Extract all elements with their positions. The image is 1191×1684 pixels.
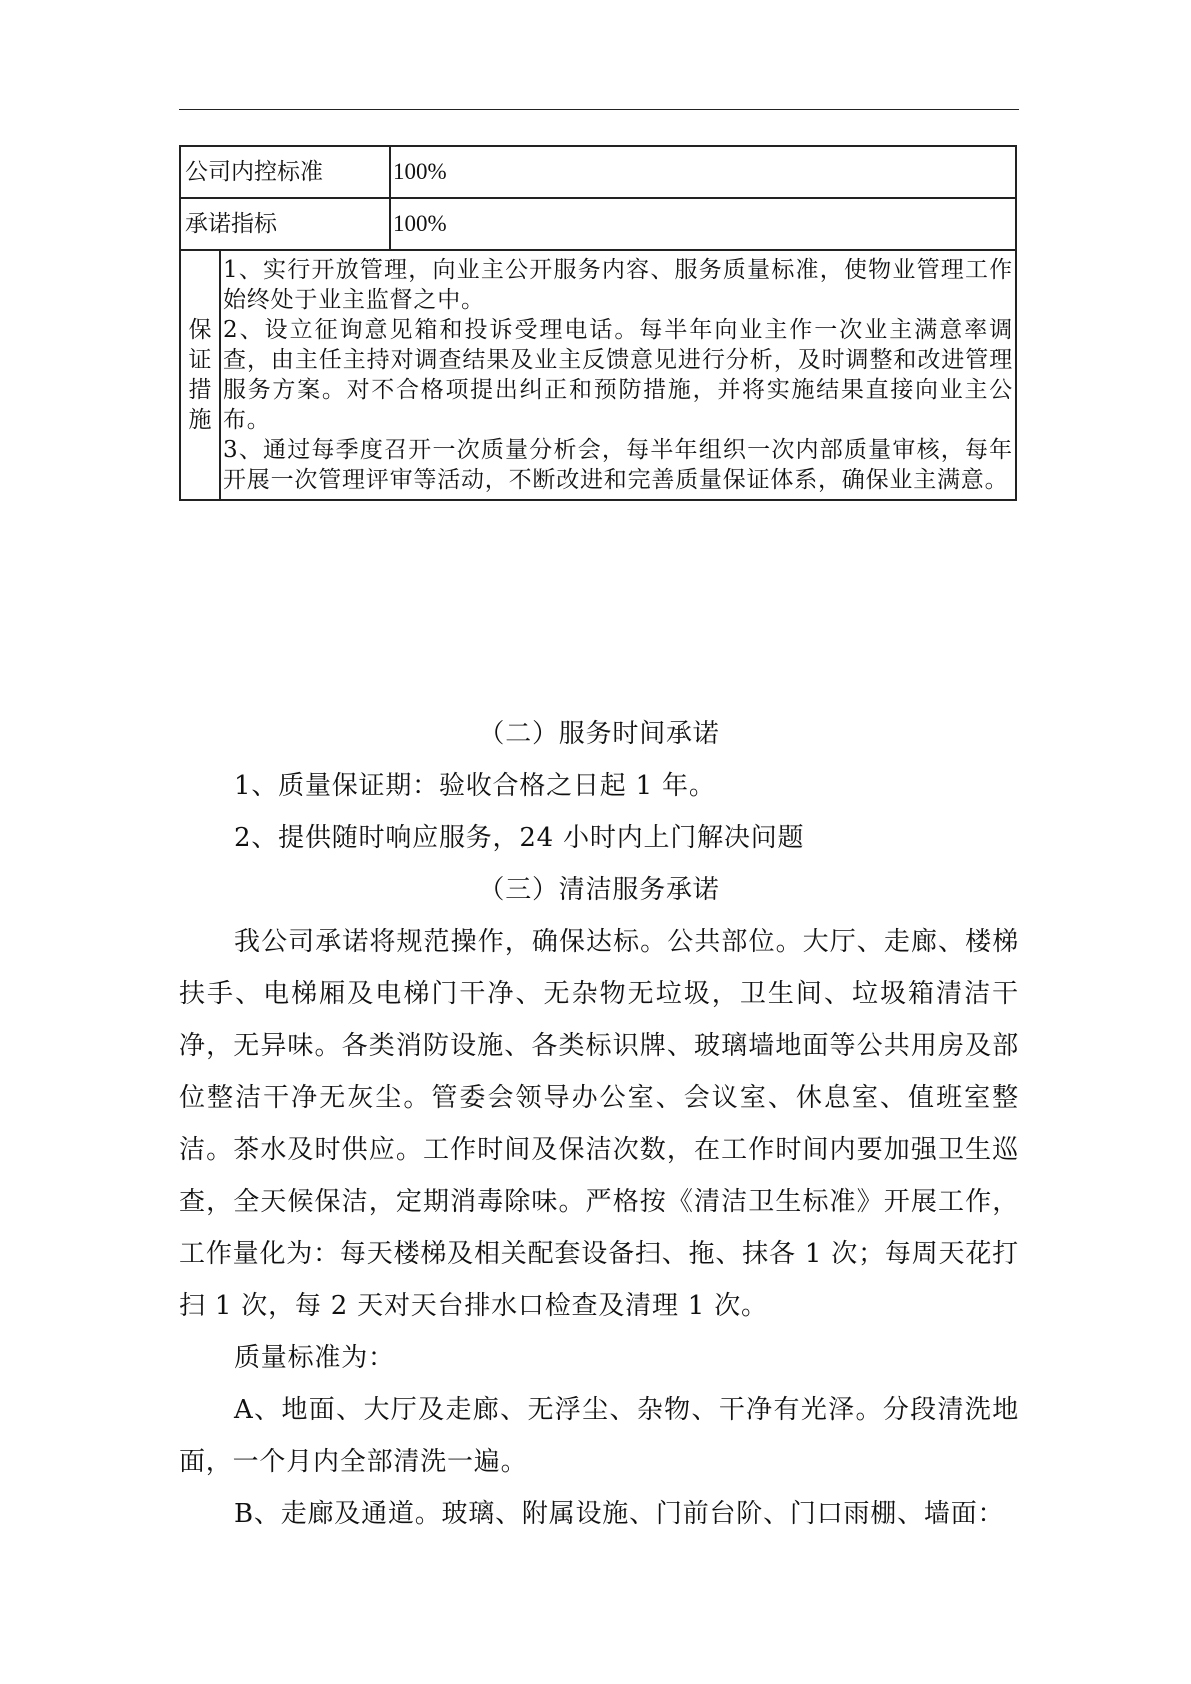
section-heading-service-time: （二）服务时间承诺 [478,719,720,749]
cleaning-paragraph: 我公司承诺将规范操作，确保达标。公共部位。大厅、走廊、楼梯扶手、电梯厢及电梯门干净、无杂物无垃圾，卫生间、垃圾箱清洁干净，无异味。各类消防设施、各类标识牌、玻璃墙地面等公共用房及部位整洁干净无灰尘。管委会领导办公室、会议室、休息室、值班室整洁。茶水及时供应。工作时间及保洁次数，在工作时间内要加强卫生巡查，全天候保洁，定期消毒除味。严格按《清洁卫生标准》开展工作，工作量化为：每天楼梯及相关配套设备扫、拖、抹各 1 次；每周天花打扫 1 次，每 2 天对天台排水口检查及清理 1 次。 [179,927,1019,1321]
header-rule [179,109,1019,110]
service-time-item: 2、提供随时响应服务，24 小时内上门解决问题 [234,823,805,853]
quality-standard-intro: 质量标准为： [234,1343,395,1373]
label-char: 措 [188,377,212,403]
quality-standard-item: B、走廊及通道。玻璃、附属设施、门前台阶、门口雨棚、墙面： [234,1499,1005,1529]
internal-standard-value: 100% [390,146,1016,198]
table-row [180,250,1016,500]
measure-item: 2、设立征询意见箱和投诉受理电话。每半年向业主作一次业主满意率调查，由主任主持对调查结果及业主反馈意见进行分析，及时调整和改进管理服务方案。对不合格项提出纠正和预防措施，并将实施结果直接向业主公布。 [223,317,1013,433]
document-body [179,708,1019,1540]
measure-item: 1、实行开放管理，向业主公开服务内容、服务质量标准，使物业管理工作始终处于业主监督之中。 [223,257,1013,313]
table-row [180,146,1016,198]
commitment-index-label: 承诺指标 [180,198,390,250]
guarantee-measures-content [220,250,1016,500]
standards-table [179,145,1017,501]
measure-item: 3、通过每季度召开一次质量分析会，每半年组织一次内部质量审核，每年开展一次管理评审等活动，不断改进和完善质量保证体系，确保业主满意。 [223,437,1013,493]
internal-standard-label: 公司内控标准 [180,146,390,198]
section-heading-cleaning: （三）清洁服务承诺 [478,875,720,905]
guarantee-measures-label [180,250,220,500]
table-row [180,198,1016,250]
commitment-index-value: 100% [390,198,1016,250]
label-char: 证 [188,347,212,373]
quality-standard-item: A、地面、大厅及走廊、无浮尘、杂物、干净有光泽。分段清洗地面，一个月内全部清洗一遍。 [179,1395,1019,1477]
service-time-item: 1、质量保证期：验收合格之日起 1 年。 [234,771,716,801]
label-char: 保 [188,317,212,343]
label-char: 施 [188,407,212,433]
